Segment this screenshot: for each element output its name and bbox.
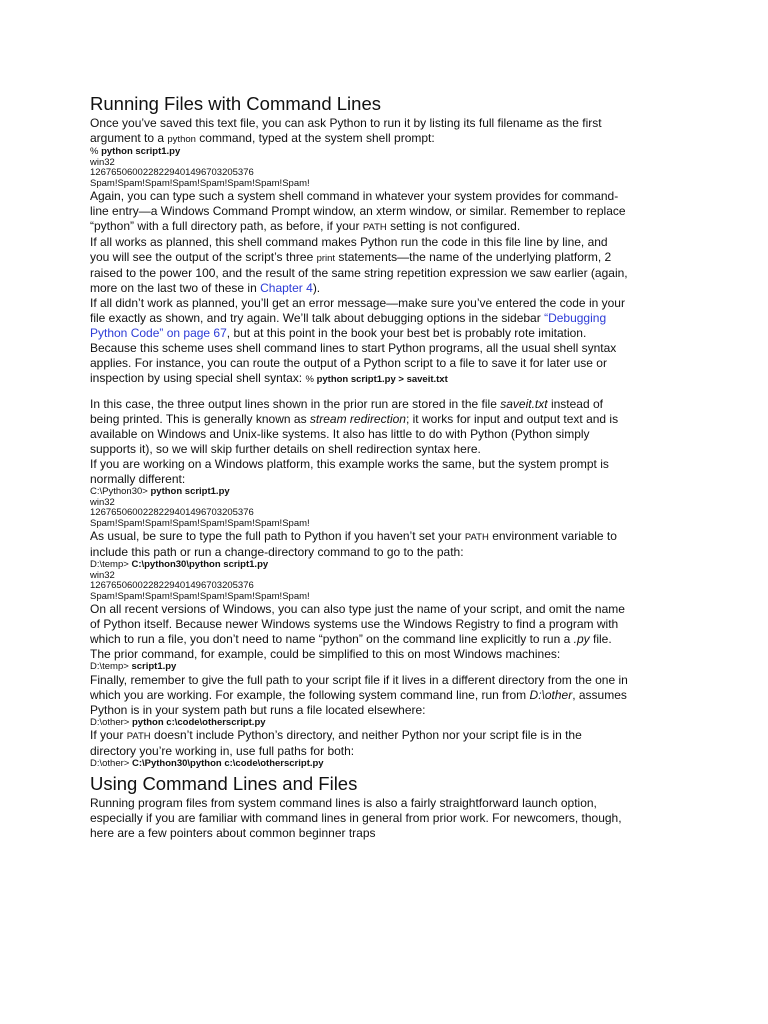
paragraph-case: In this case, the three output lines shown in the prior run are stored in the file saveit.txt instead of being printed. This is generally known as stream redirection; it works for input and output text and is available on Windows and Unix-like systems. It also has little to do with Python (Python simply supports it), so we will skip further details on shell redirection syntax here.: [90, 397, 619, 456]
paragraph-intro: Once you’ve saved this text file, you can ask Python to run it by listing its full filename as the first argument to a python command, typed at the system shell prompt:: [90, 116, 602, 145]
section-heading-running-files: Running Files with Command Lines: [90, 93, 381, 114]
paragraph-scheme: Because this scheme uses shell command lines to start Python programs, all the usual shell syntax applies. For instance, you can route the output of a Python script to a file to save it for later use or inspection by using special shell syntax: % python script1.py > saveit.txt: [90, 341, 617, 385]
paragraph-recent: On all recent versions of Windows, you can also type just the name of your script, and omit the name of Python itself. Because newer Windows systems use the Windows Registry to find a program with which to run a file, you don’t need to name “python” on the command line explicitly to run a .py file. The prior command, for example, could be simplified to this on most Windows machines:: [90, 602, 625, 661]
paragraph-finally: Finally, remember to give the full path to your script file if it lives in a different directory from the one in which you are working. For example, the following system command line, run from D:\other, assumes Python is in your system path but runs a file located elsewhere:: [90, 672, 628, 717]
python-cmd-word: python: [167, 134, 196, 145]
code-block-run2: C:\Python30> python script1.py win32 1267650600228229401496703205376 Spam!Spam!Spam!Spam!Spam!Spam!Spam!Spam!: [90, 486, 310, 529]
code-block-run6: D:\other> C:\Python30\python c:\code\otherscript.py: [90, 758, 324, 769]
code-block-run1: % python script1.py win32 1267650600228229401496703205376 Spam!Spam!Spam!Spam!Spam!Spam!Spam!Spam!: [90, 146, 310, 189]
document-page: [90, 93, 630, 841]
code-block-run5: D:\other> python c:\code\otherscript.py: [90, 716, 266, 728]
paragraph-again: Again, you can type such a system shell command in whatever your system provides for command-line entry—a Windows Command Prompt window, an xterm window, or similar. Remember to replace “python” with a full directory path, as before, if your PATH setting is not configured.: [90, 189, 626, 233]
paragraph-works: If all works as planned, this shell command makes Python run the code in this file line by line, and you will see the output of the script’s three print statements—the name of the underlying platform, 2 raised to the power 100, and the result of the same string repetition expression we saw earlier (again, more on the last two of these in Chapter 4).: [90, 235, 628, 295]
chapter-4-link[interactable]: Chapter 4: [260, 281, 313, 295]
section-heading-using-command-lines: Using Command Lines and Files: [90, 772, 358, 794]
paragraph-fail: If all didn’t work as planned, you’ll get an error message—make sure you’ve entered the code in your file exactly as shown, and try again. We’ll talk about debugging options in the sidebar “Debugging Python Code” on page 67, but at this point in the book your best bet is probably rote imitation.: [90, 296, 625, 340]
code-block-run3: D:\temp> C:\python30\python script1.py win32 1267650600228229401496703205376 Spam!Spam!Spam!Spam!Spam!Spam!Spam!Spam!: [90, 559, 310, 602]
code-block-run4: D:\temp> script1.py: [90, 661, 177, 672]
paragraph-usual: As usual, be sure to type the full path to Python if you haven’t set your PATH environment variable to include this path or run a change-directory command to go to the path:: [90, 529, 617, 559]
debugging-python-code-link[interactable]: “Debugging Python Code” on page 67: [90, 311, 607, 340]
paragraph-windows: If you are working on a Windows platform, this example works the same, but the system prompt is normally different:: [90, 457, 609, 486]
paragraph-using-intro: Running program files from system command lines is also a fairly straightforward launch option, especially if you are familiar with command lines in general from prior work. For newcomers, though, here are a few pointers about common beginner traps: [90, 795, 622, 840]
paragraph-ifpath: If your PATH doesn’t include Python’s directory, and neither Python nor your script file is in the directory you’re working in, use full paths for both:: [90, 728, 582, 758]
